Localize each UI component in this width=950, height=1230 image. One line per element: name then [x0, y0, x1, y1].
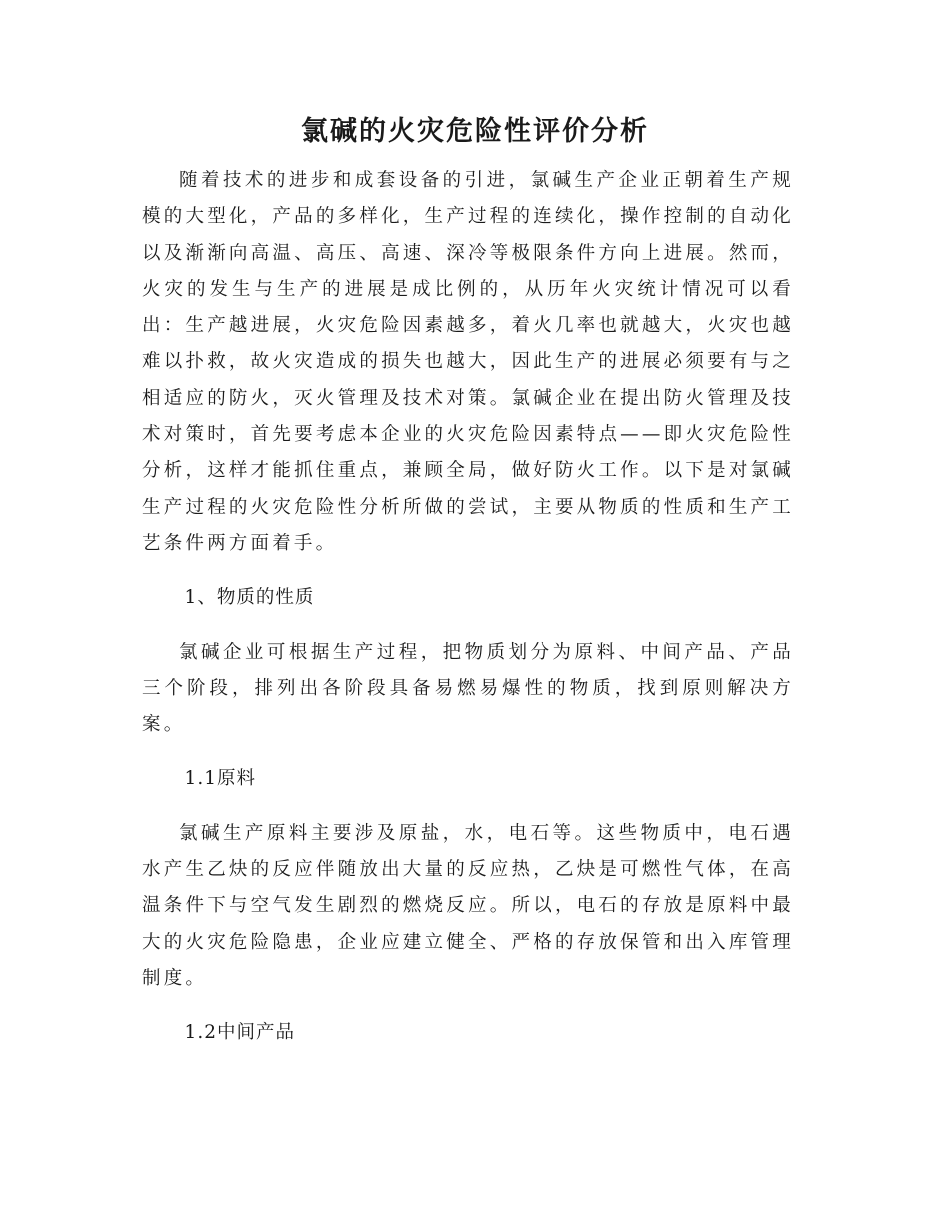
- section-1-heading: 1、物质的性质: [184, 587, 315, 609]
- section-1-1-paragraph: 氯碱生产原料主要涉及原盐，水，电石等。这些物质中，电石遇水产生乙炔的反应伴随放出大量的反应热，乙炔是可燃性气体，在高温条件下与空气发生剧烈的燃烧反应。所以，电石的存放是原料中最大的火灾危险隐患，企业应建立健全、严格的存放保管和出入库管理制度。: [142, 822, 794, 989]
- spacer: [142, 743, 794, 761]
- spacer: [142, 798, 794, 816]
- spacer: [142, 997, 794, 1015]
- spacer: [142, 617, 794, 635]
- section-1-1-heading: 1.1原料: [184, 768, 256, 790]
- section-1-paragraph: 氯碱企业可根据生产过程，把物质划分为原料、中间产品、产品三个阶段，排列出各阶段具备易燃易爆性的物质，找到原则解决方案。: [142, 641, 794, 736]
- document-title: 氯碱的火灾危险性评价分析: [301, 116, 649, 147]
- document-body: [142, 163, 794, 1052]
- spacer: [142, 562, 794, 580]
- section-1-2-heading: 1.2中间产品: [184, 1022, 295, 1044]
- intro-paragraph: 随着技术的进步和成套设备的引进，氯碱生产企业正朝着生产规模的大型化，产品的多样化，生产过程的连续化，操作控制的自动化以及渐渐向高温、高压、高速、深冷等极限条件方向上进展。然而，火灾的发生与生产的进展是成比例的，从历年火灾统计情况可以看出：生产越进展，火灾危险因素越多，着火几率也就越大，火灾也越难以扑救，故火灾造成的损失也越大，因此生产的进展必须要有与之相适应的防火，灭火管理及技术对策。氯碱企业在提出防火管理及技术对策时，首先要考虑本企业的火灾危险因素特点——即火灾危险性分析，这样才能抓住重点，兼顾全局，做好防火工作。以下是对氯碱生产过程的火灾危险性分析所做的尝试，主要从物质的性质和生产工艺条件两方面着手。: [142, 170, 794, 554]
